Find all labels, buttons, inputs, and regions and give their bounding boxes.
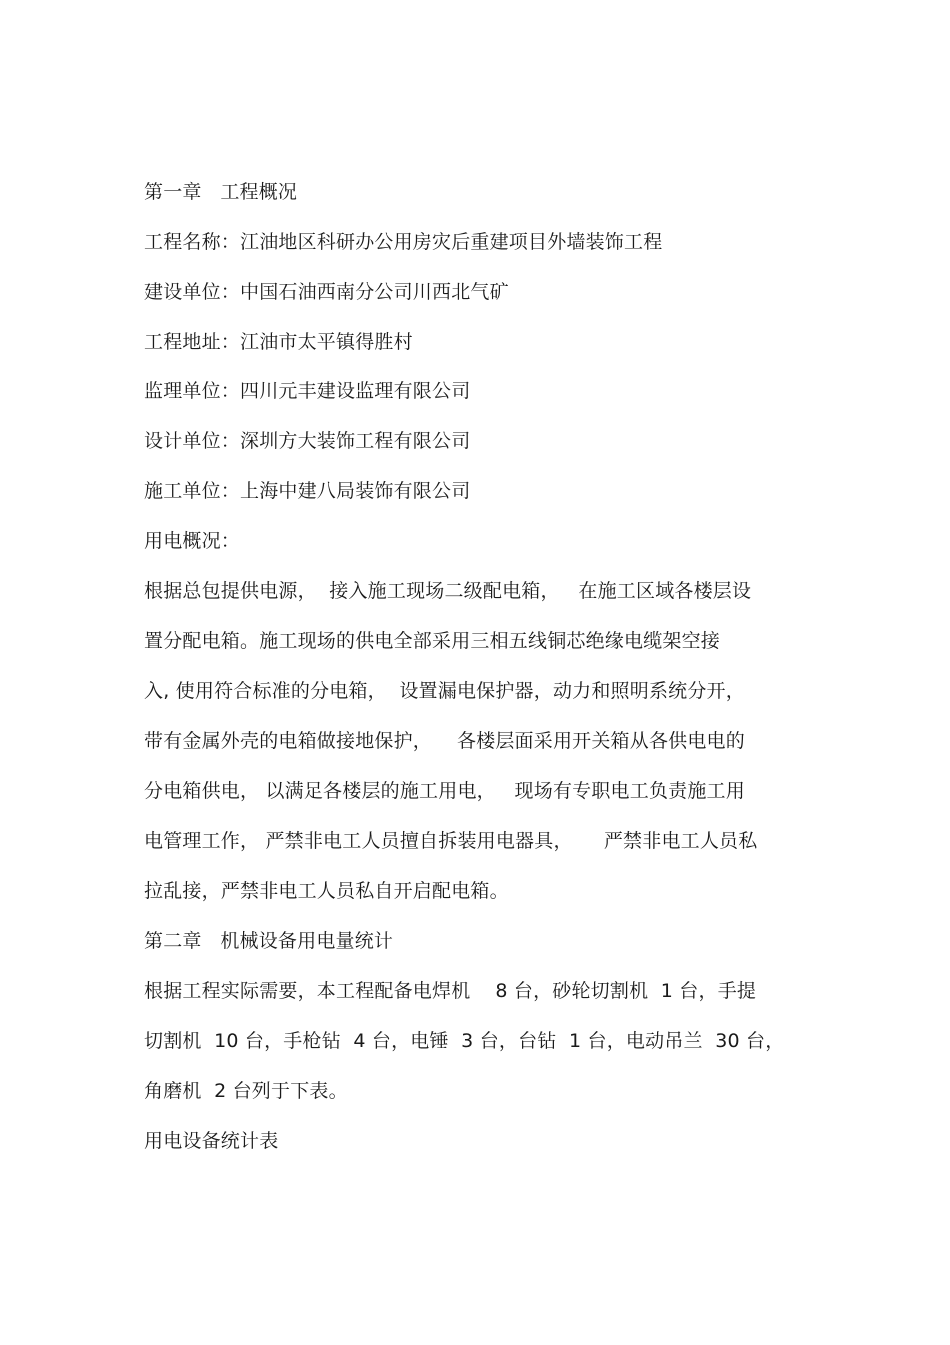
paragraph-line: 带有金属外壳的电箱做接地保护， 各楼层面采用开关箱从各供电电的 — [144, 730, 745, 752]
builder-line: 建设单位：中国石油西南分公司川西北气矿 — [144, 281, 509, 303]
paragraph-line: 切割机 10 台，手枪钻 4 台，电锤 3 台，台钻 1 台，电动吊兰 30 台， — [144, 1030, 785, 1052]
supervisor-line: 监理单位：四川元丰建设监理有限公司 — [144, 380, 471, 402]
paragraph-line: 入, 使用符合标准的分电箱， 设置漏电保护器，动力和照明系统分开， — [144, 680, 745, 702]
paragraph-line: 电管理工作， 严禁非电工人员擅自拆装用电器具， 严禁非电工人员私 — [144, 830, 758, 852]
paragraph-line: 根据总包提供电源， 接入施工现场二级配电箱， 在施工区域各楼层设 — [144, 580, 752, 602]
designer-line: 设计单位：深圳方大装饰工程有限公司 — [144, 430, 471, 452]
paragraph-line: 角磨机 2 台列于下表。 — [144, 1080, 348, 1102]
paragraph-line: 分电箱供电， 以满足各楼层的施工用电， 现场有专职电工负责施工用 — [144, 780, 745, 802]
chapter-2-heading: 第二章 机械设备用电量统计 — [144, 930, 394, 952]
project-name-line: 工程名称：江油地区科研办公用房灾后重建项目外墙装饰工程 — [144, 231, 663, 253]
contractor-line: 施工单位：上海中建八局装饰有限公司 — [144, 480, 471, 502]
paragraph-line: 拉乱接，严禁非电工人员私自开启配电箱。 — [144, 880, 509, 902]
power-overview-label: 用电概况： — [144, 530, 241, 552]
chapter-1-heading: 第一章 工程概况 — [144, 181, 298, 203]
paragraph-line: 根据工程实际需要，本工程配备电焊机 8 台，砂轮切割机 1 台，手提 — [144, 980, 757, 1002]
address-line: 工程地址：江油市太平镇得胜村 — [144, 331, 413, 353]
paragraph-line: 置分配电箱。施工现场的供电全部采用三相五线铜芯绝缘电缆架空接 — [144, 630, 721, 652]
table-caption: 用电设备统计表 — [144, 1130, 279, 1152]
